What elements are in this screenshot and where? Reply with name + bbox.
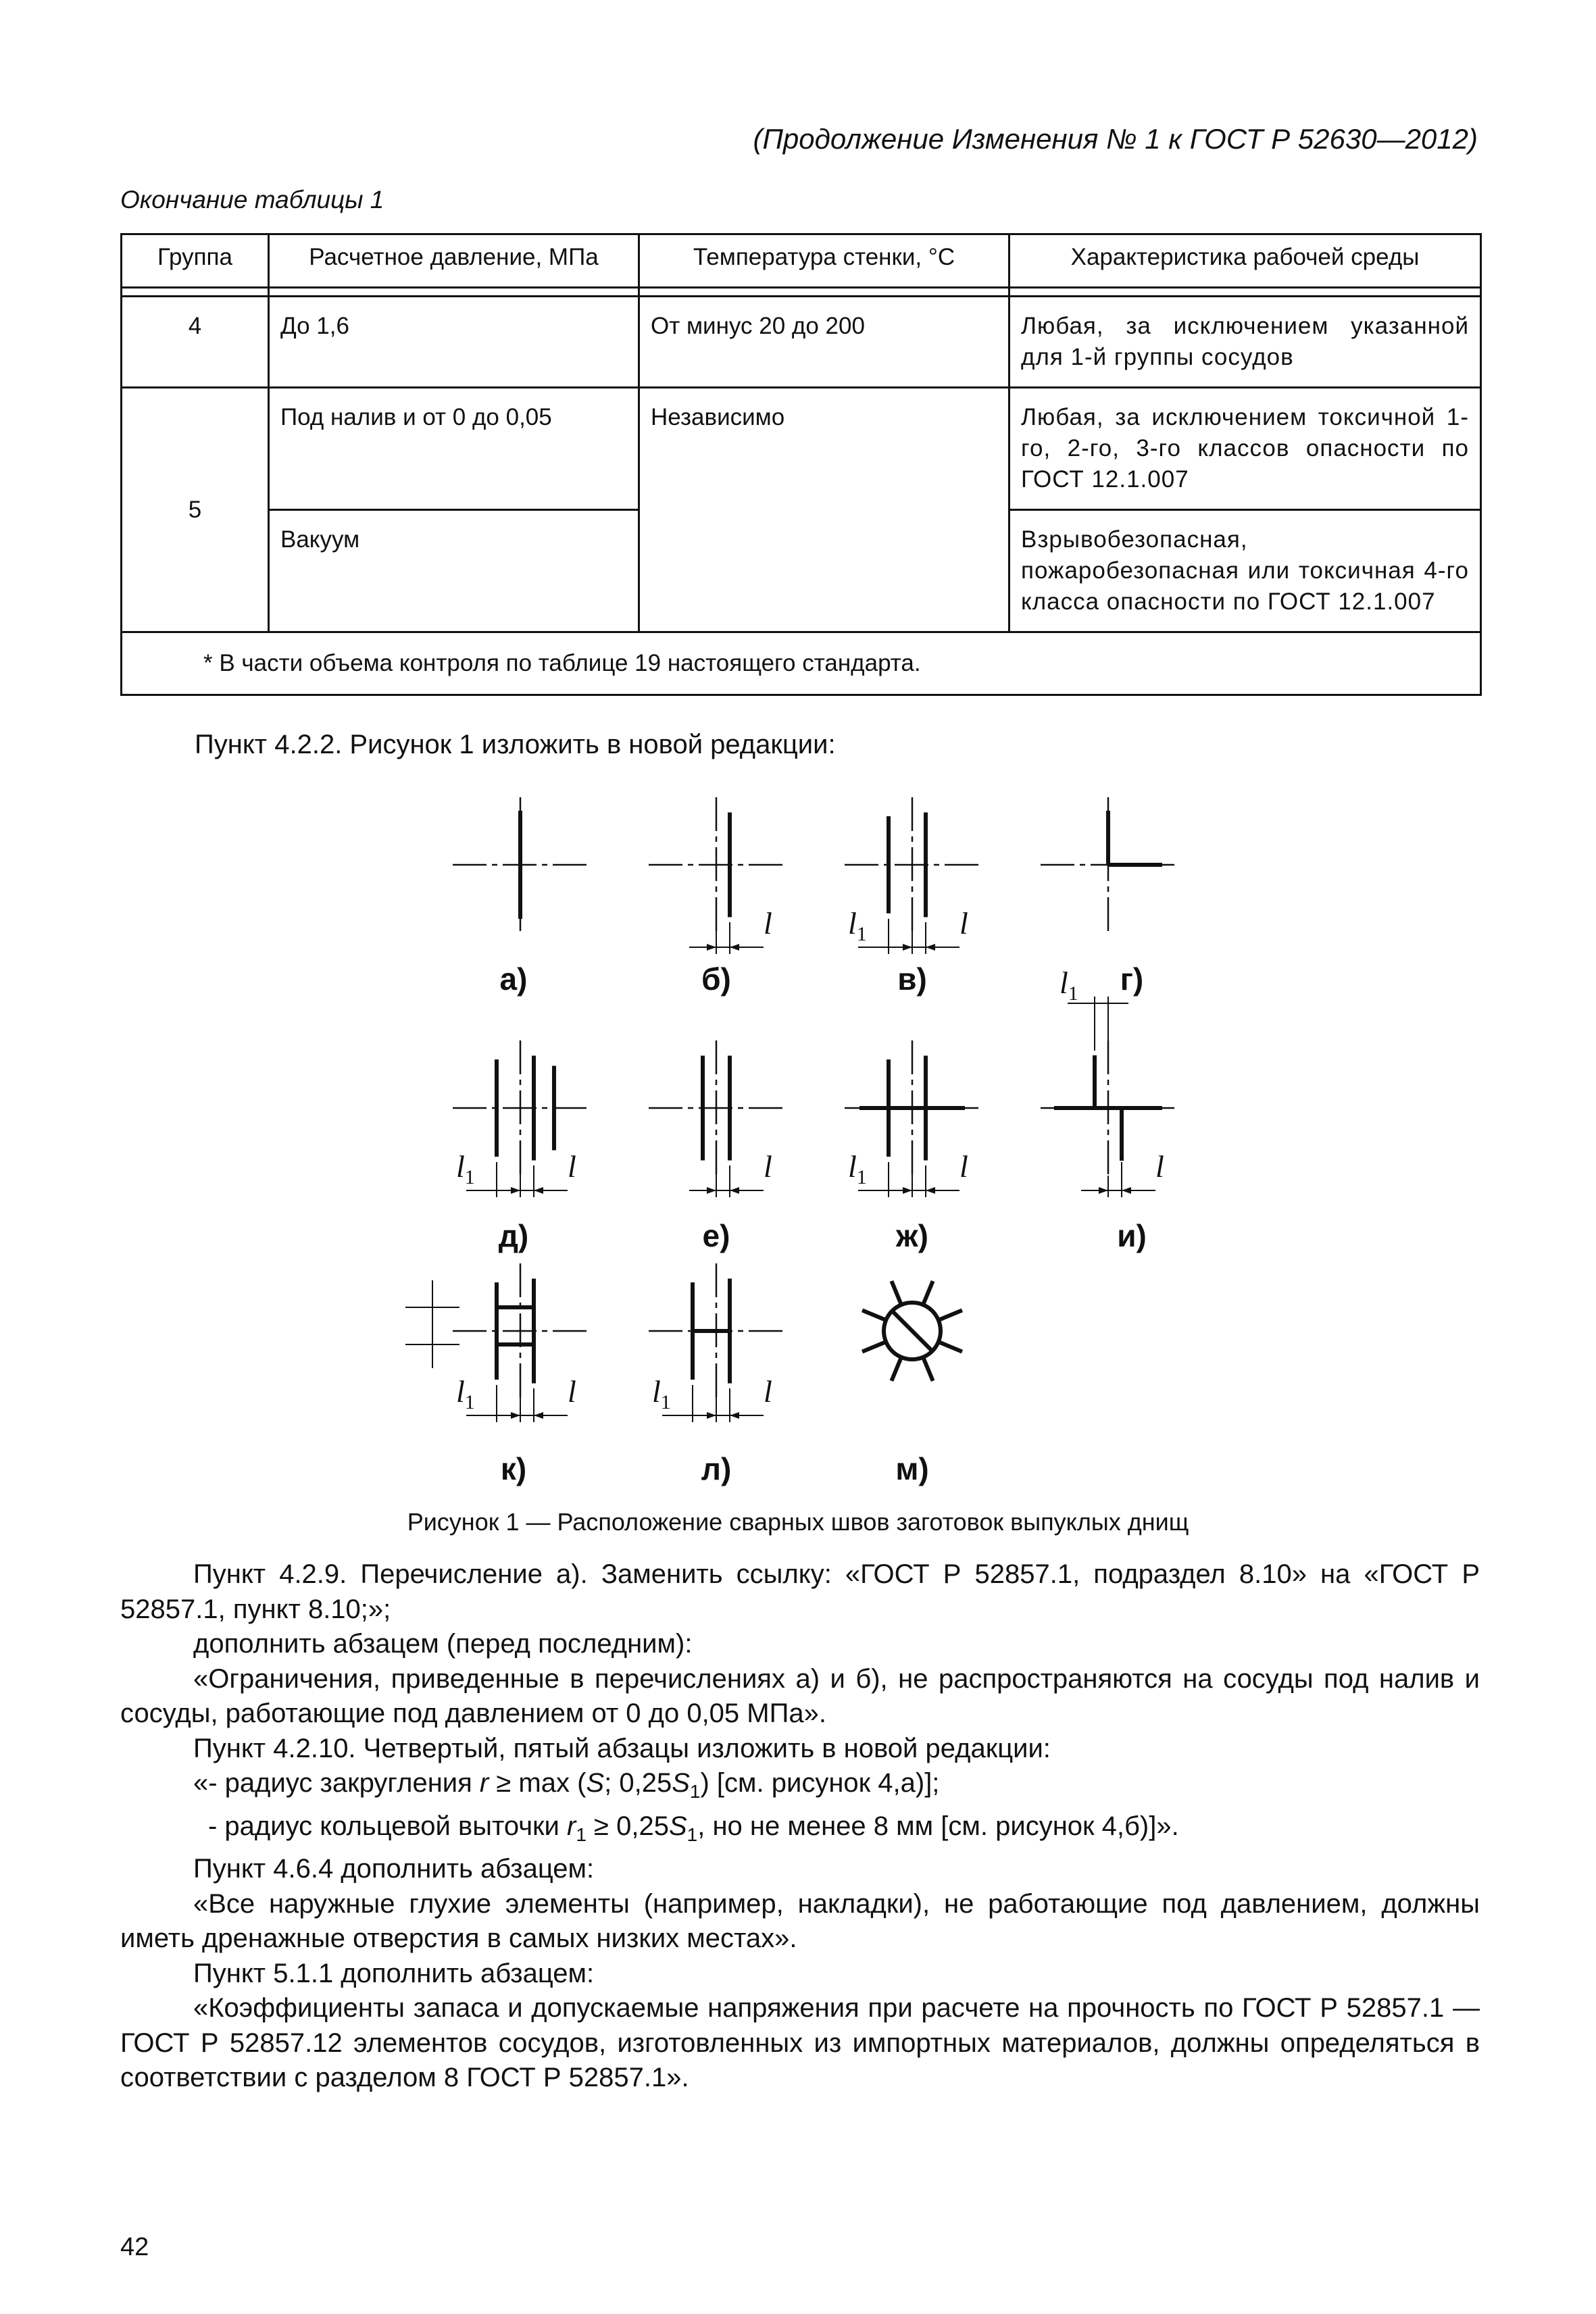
col-header-medium: Характеристика рабочей среды xyxy=(1009,234,1481,288)
panel-label: е) xyxy=(702,1218,730,1253)
cell-medium: Любая, за исключением указанной для 1-й группы сосудов xyxy=(1009,297,1481,388)
panel-label: г) xyxy=(1120,961,1144,997)
weld-seam xyxy=(862,1342,886,1352)
paragraph: Пункт 4.6.4 дополнить абзацем: xyxy=(193,1854,595,1884)
col-header-pressure: Расчетное давление, МПа xyxy=(269,234,639,288)
dimension-arrow xyxy=(1099,1187,1108,1194)
dimension-arrow xyxy=(1122,1187,1131,1194)
dimension-l1: $l_1$ xyxy=(848,1149,867,1188)
dimension-l1: $l_1$ xyxy=(456,1149,475,1188)
table-footnote-row xyxy=(122,632,1481,695)
table-row xyxy=(122,388,1481,510)
paragraph-formula-r: «- радиус закругления r ≥ max (S; $0,25S_1$) [см. рисунок 4,а)]; xyxy=(193,1768,940,1802)
table-row xyxy=(122,297,1481,388)
weld-layout-figure xyxy=(0,777,1596,1500)
dimension-l1: $l_1$ xyxy=(1059,965,1078,1005)
cell-pressure: До 1,6 xyxy=(269,297,639,388)
dimension-arrow xyxy=(534,1412,543,1419)
dimension-arrow xyxy=(926,944,935,951)
col-header-temperature: Температура стенки, °С xyxy=(639,234,1009,288)
weld-seam xyxy=(923,1357,933,1381)
dimension-l: l xyxy=(568,1374,576,1409)
weld-seam xyxy=(891,1281,901,1305)
weld-seam xyxy=(939,1310,962,1320)
dimension-arrow xyxy=(534,1187,543,1194)
dimension-arrow xyxy=(903,944,912,951)
cell-pressure: Под налив и от 0 до 0,05 xyxy=(269,388,639,510)
panel-label: б) xyxy=(701,961,731,997)
dimension-arrow xyxy=(511,1187,520,1194)
pressure-groups-table xyxy=(120,233,1482,696)
panel-label: в) xyxy=(897,961,927,997)
dimension-arrow xyxy=(511,1412,520,1419)
dimension-arrow xyxy=(707,1412,716,1419)
cell-group: 5 xyxy=(122,388,269,632)
weld-seam xyxy=(923,1281,933,1305)
dimension-l1: $l_1$ xyxy=(456,1374,475,1413)
cell-medium: Взрывобезопасная, пожаробезопасная или токсичная 4-го класса опасности по ГОСТ 12.1.007 xyxy=(1009,510,1481,632)
dimension-arrow xyxy=(707,944,716,951)
running-header: (Продолжение Изменения № 1 к ГОСТ Р 52630—2012) xyxy=(753,123,1478,155)
cell-pressure: Вакуум xyxy=(269,510,639,632)
paragraph-formula-r1: - радиус кольцевой выточки $r_1 \ge 0,25S_1$, но не менее 8 мм [см. рисунок 4,б)]». xyxy=(208,1811,1179,1845)
panel-label: м) xyxy=(895,1451,929,1486)
dimension-arrow xyxy=(707,1187,716,1194)
dimension-l: l xyxy=(1155,1149,1164,1184)
panel-label: и) xyxy=(1117,1218,1147,1253)
paragraph: Пункт 4.2.9. Перечисление а). Заменить ссылку: «ГОСТ Р 52857.1, подраздел 8.10» на «ГОСТ Р 52857.1, пункт 8.10;»; xyxy=(120,1559,1480,1624)
weld-seam xyxy=(892,1311,932,1351)
paragraph: «Коэффициенты запаса и допускаемые напряжения при расчете на прочность по ГОСТ Р 52857.1 — ГОСТ Р 52857.12 элементов сосудов, изготовленных из импортных материалов, должны определяться в соответствии с разделом 8 ГОСТ Р 52857.1». xyxy=(120,1993,1480,2092)
cell-group: 4 xyxy=(122,297,269,388)
dimension-arrow xyxy=(730,1187,739,1194)
paragraph: Пункт 4.2.10. Четвертый, пятый абзацы изложить в новой редакции: xyxy=(193,1733,1051,1763)
dimension-l1: $l_1$ xyxy=(652,1374,671,1413)
weld-seam xyxy=(862,1310,886,1320)
intro-paragraph: Пункт 4.2.2. Рисунок 1 изложить в новой редакции: xyxy=(195,730,836,759)
paragraph: «Все наружные глухие элементы (например, накладки), не работающие под давлением, должны иметь дренажные отверстия в самых низких местах». xyxy=(120,1888,1480,1953)
weld-seam xyxy=(891,1357,901,1381)
paragraph: дополнить абзацем (перед последним): xyxy=(193,1629,693,1659)
panel-label: л) xyxy=(701,1451,732,1486)
table-footnote: * В части объема контроля по таблице 19 настоящего стандарта. xyxy=(122,632,1481,695)
panel-label: а) xyxy=(499,961,528,997)
body-text xyxy=(120,1557,1480,2096)
dimension-arrow xyxy=(926,1187,935,1194)
col-header-group: Группа xyxy=(122,234,269,288)
cell-temperature: Независимо xyxy=(639,388,1009,632)
dimension-l1: $l_1$ xyxy=(848,906,867,945)
page-number: 42 xyxy=(120,2233,149,2261)
dimension-arrow xyxy=(730,944,739,951)
dimension-l: l xyxy=(764,1374,772,1409)
dimension-l: l xyxy=(764,906,772,940)
panel-label: ж) xyxy=(896,1218,928,1253)
dimension-arrow xyxy=(903,1187,912,1194)
dimension-l: l xyxy=(959,1149,968,1184)
cell-medium: Любая, за исключением токсичной 1-го, 2-го, 3-го классов опасности по ГОСТ 12.1.007 xyxy=(1009,388,1481,510)
paragraph: «Ограничения, приведенные в перечислениях а) и б), не распространяются на сосуды под налив и сосуды, работающие под давлением от 0 до 0,05 МПа». xyxy=(120,1663,1480,1728)
dimension-arrow xyxy=(730,1412,739,1419)
table-caption: Окончание таблицы 1 xyxy=(120,186,384,213)
figure-caption: Рисунок 1 — Расположение сварных швов заготовок выпуклых днищ xyxy=(407,1508,1189,1536)
weld-seam xyxy=(939,1342,962,1352)
panel-label: д) xyxy=(498,1218,529,1253)
panel-label: к) xyxy=(500,1451,527,1486)
dimension-l: l xyxy=(764,1149,772,1184)
paragraph: Пункт 5.1.1 дополнить абзацем: xyxy=(193,1958,595,1988)
cell-temperature: От минус 20 до 200 xyxy=(639,297,1009,388)
dimension-l: l xyxy=(568,1149,576,1184)
dimension-l: l xyxy=(959,906,968,940)
